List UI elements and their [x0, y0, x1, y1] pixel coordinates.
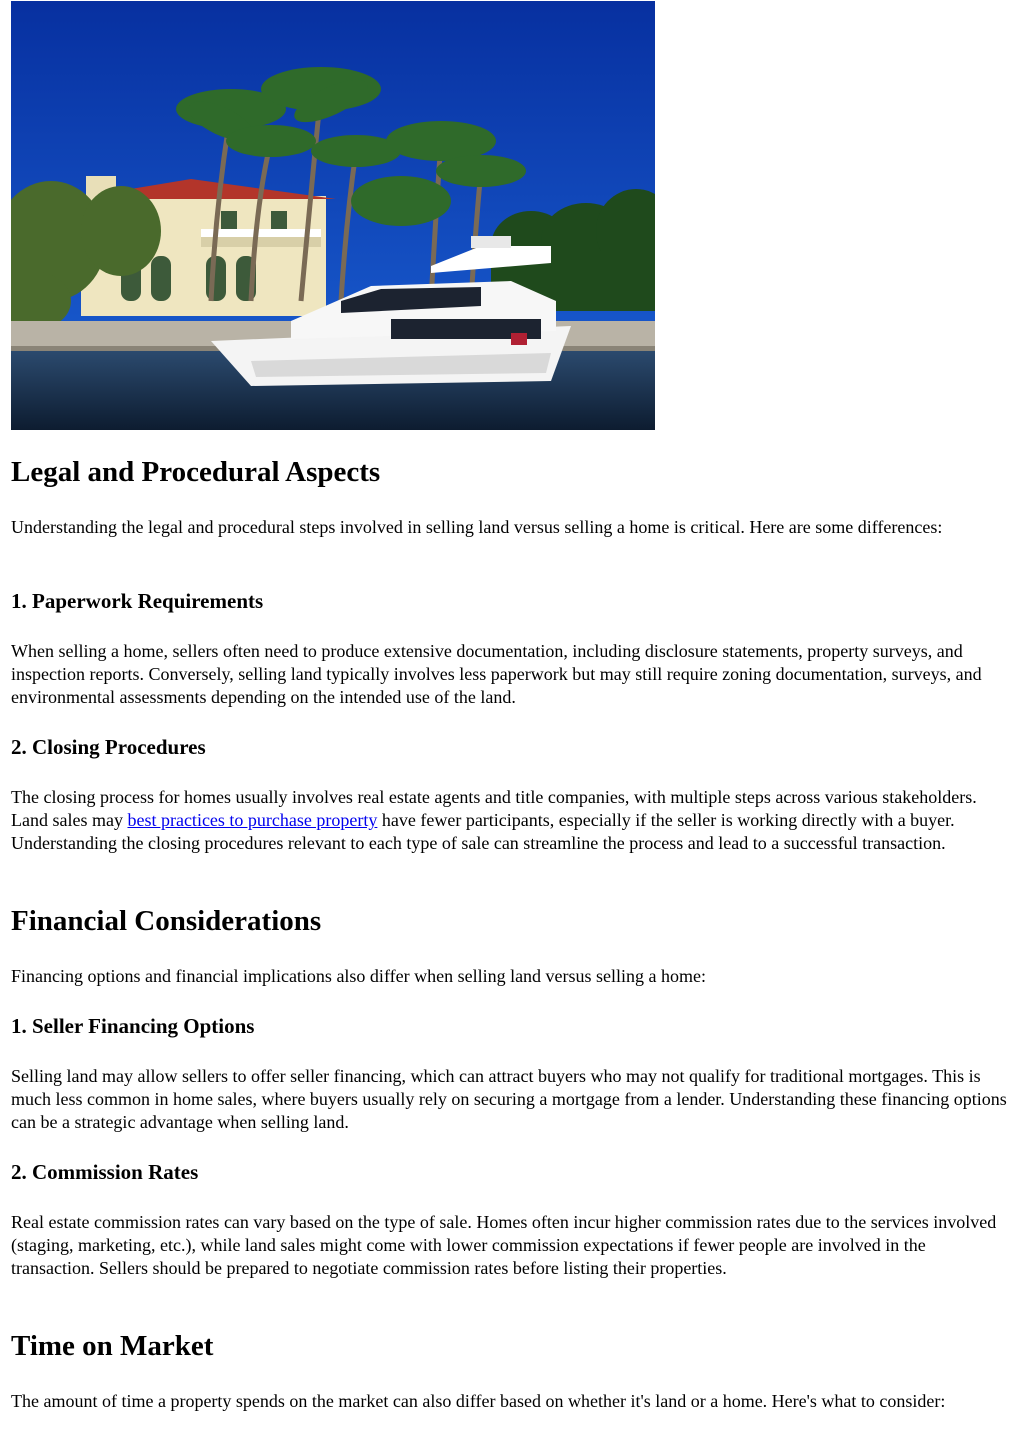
commission-paragraph: Real estate commission rates can vary based on the type of sale. Homes often incur higher commission rates due to the services involved (staging, marketing, etc.), while land sales might come with lower commission expectations if fewer people are involved in the transaction. Sellers should be prepared to negotiate commission rates before listing their properties. [11, 1212, 997, 1278]
legal-intro-paragraph: Understanding the legal and procedural steps involved in selling land versus selling a home is critical. Here are some differences: [11, 517, 943, 537]
section-heading-financial: Financial Considerations [11, 905, 322, 937]
subheading-closing: 2. Closing Procedures [11, 735, 206, 759]
purchase-property-link[interactable]: best practices to purchase property [127, 810, 378, 830]
section-heading-legal: Legal and Procedural Aspects [11, 456, 381, 488]
closing-paragraph [11, 786, 1011, 855]
closing-text-before: The closing process for homes usually involves real estate agents and title companies, with multiple steps across various stakeholders. Land sales may [11, 787, 977, 830]
subheading-paperwork: 1. Paperwork Requirements [11, 589, 264, 613]
hero-image [11, 1, 655, 430]
subheading-seller-financing: 1. Seller Financing Options [11, 1014, 255, 1038]
time-on-market-intro-paragraph: The amount of time a property spends on the market can also differ based on whether it's land or a home. Here's what to consider: [11, 1391, 946, 1411]
financial-intro-paragraph: Financing options and financial implications also differ when selling land versus selling a home: [11, 966, 707, 986]
section-heading-time-on-market: Time on Market [11, 1330, 214, 1362]
closing-text-after: have fewer participants, especially if the seller is working directly with a buyer. Understanding the closing procedures relevant to each type of sale can streamline the process and lead to a successful transaction. [11, 810, 955, 853]
seller-financing-paragraph: Selling land may allow sellers to offer seller financing, which can attract buyers who may not qualify for traditional mortgages. This is much less common in home sales, where buyers usually rely on securing a mortgage from a lender. Understanding these financing options can be a strategic advantage when selling land. [11, 1066, 1007, 1132]
paperwork-paragraph: When selling a home, sellers often need to produce extensive documentation, including disclosure statements, property surveys, and inspection reports. Conversely, selling land typically involves less paperwork but may still require zoning documentation, surveys, and environmental assessments depending on the intended use of the land. [11, 641, 982, 707]
subheading-commission: 2. Commission Rates [11, 1160, 199, 1184]
